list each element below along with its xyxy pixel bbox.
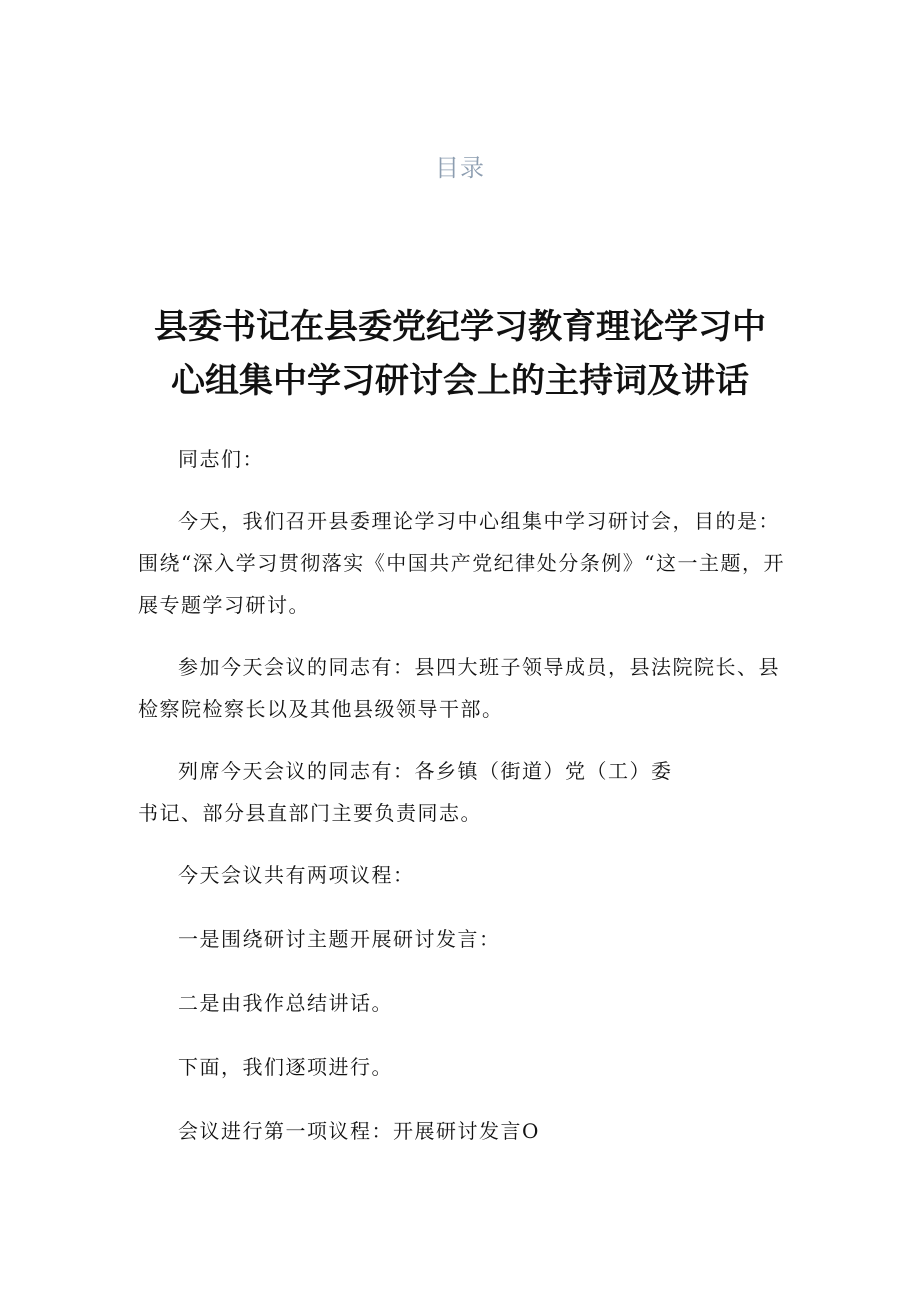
document-title-line-2: 心组集中学习研讨会上的主持词及讲话 xyxy=(171,361,749,401)
proceed-paragraph: 下面，我们逐项进行。 xyxy=(178,1055,393,1079)
toc-link[interactable]: 目录 xyxy=(435,154,485,182)
agenda-item-2-paragraph: 二是由我作总结讲话。 xyxy=(178,991,393,1015)
attendees-paragraph: 参加今天会议的同志有：县四大班子领导成员，县法院院长、县检察院检察长以及其他县级领导干部。 xyxy=(138,655,780,721)
first-agenda-paragraph: 会议进行第一项议程：开展研讨发言O xyxy=(178,1119,540,1143)
observers-paragraph-line-1: 列席今天会议的同志有：各乡镇（街道）党（工）委 xyxy=(178,759,673,783)
salutation-paragraph: 同志们： xyxy=(178,447,264,471)
document-body xyxy=(138,438,788,1152)
document-title-line-1: 县委书记在县委党纪学习教育理论学习中 xyxy=(154,307,766,347)
observers-paragraph-line-2: 书记、部分县直部门主要负责同志。 xyxy=(138,801,482,825)
document-title xyxy=(138,300,782,408)
purpose-paragraph: 今天，我们召开县委理论学习中心组集中学习研讨会，目的是：围绕“深入学习贯彻落实《中国共产党纪律处分条例》“这一主题，开展专题学习研讨。 xyxy=(138,509,785,617)
agenda-item-1-paragraph: 一是围绕研讨主题开展研讨发言： xyxy=(178,927,501,951)
agenda-intro-paragraph: 今天会议共有两项议程： xyxy=(178,863,415,887)
